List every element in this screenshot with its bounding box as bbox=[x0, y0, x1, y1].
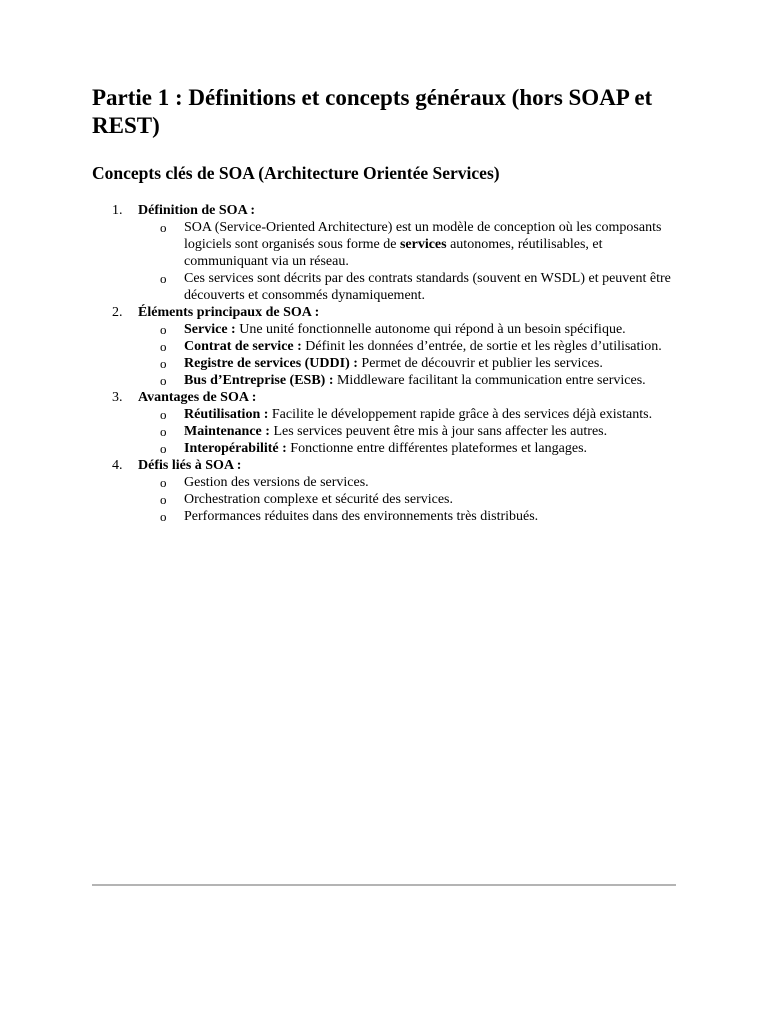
list-item bbox=[138, 423, 682, 440]
item-text: Une unité fonctionnelle autonome qui répond à un besoin spécifique. bbox=[235, 322, 626, 337]
list-item bbox=[138, 338, 682, 355]
list-item bbox=[138, 321, 682, 338]
bullet-marker: o bbox=[160, 475, 167, 490]
document-page bbox=[92, 84, 682, 525]
list-section-advantages bbox=[92, 389, 682, 457]
bullet-marker: o bbox=[160, 339, 167, 354]
bullet-list bbox=[138, 406, 682, 457]
bullet-marker: o bbox=[160, 492, 167, 507]
item-term: Registre de services (UDDI) : bbox=[184, 356, 358, 371]
list-item bbox=[138, 508, 682, 525]
section-title: Avantages de SOA : bbox=[138, 390, 257, 405]
page-title: Partie 1 : Définitions et concepts généraux (hors SOAP et REST) bbox=[92, 85, 653, 138]
numbered-list bbox=[92, 202, 682, 525]
item-text: Facilite le développement rapide grâce à des services déjà existants. bbox=[268, 407, 653, 422]
bullet-marker: o bbox=[160, 424, 167, 439]
item-term: Maintenance : bbox=[184, 424, 270, 439]
item-text: SOA (Service-Oriented Architecture) est un modèle de conception où les composants logiciels sont organisés sous forme de bbox=[184, 220, 662, 252]
list-item bbox=[138, 270, 682, 304]
section-title: Définition de SOA : bbox=[138, 203, 256, 218]
section-number: 1. bbox=[112, 203, 123, 218]
list-item bbox=[138, 372, 682, 389]
item-term: Contrat de service : bbox=[184, 339, 302, 354]
bullet-marker: o bbox=[160, 322, 167, 337]
bullet-marker: o bbox=[160, 356, 167, 371]
list-item bbox=[138, 440, 682, 457]
item-term: Réutilisation : bbox=[184, 407, 269, 422]
item-text: Fonctionne entre différentes plateformes et langages. bbox=[286, 441, 588, 456]
section-number: 4. bbox=[112, 458, 123, 473]
list-item bbox=[138, 355, 682, 372]
list-section-challenges bbox=[92, 457, 682, 525]
list-item bbox=[138, 491, 682, 508]
list-item bbox=[138, 406, 682, 423]
section-subtitle: Concepts clés de SOA (Architecture Orientée Services) bbox=[92, 163, 500, 183]
list-item bbox=[138, 219, 682, 270]
section-number: 3. bbox=[112, 390, 123, 405]
item-text: Définit les données d’entrée, de sortie et les règles d’utilisation. bbox=[301, 339, 662, 354]
item-text: Performances réduites dans des environnements très distribués. bbox=[184, 509, 539, 524]
bullet-list bbox=[138, 321, 682, 389]
bullet-marker: o bbox=[160, 373, 167, 388]
footer-divider bbox=[92, 884, 676, 886]
item-text: Ces services sont décrits par des contrats standards (souvent en WSDL) et peuvent être découverts et consommés dynamiquement. bbox=[184, 271, 671, 303]
bullet-marker: o bbox=[160, 441, 167, 456]
bullet-list bbox=[138, 219, 682, 304]
item-text: Gestion des versions de services. bbox=[184, 475, 369, 490]
bullet-marker: o bbox=[160, 271, 167, 286]
list-item bbox=[138, 474, 682, 491]
section-number: 2. bbox=[112, 305, 123, 320]
bullet-marker: o bbox=[160, 509, 167, 524]
item-emphasis: services bbox=[399, 237, 447, 252]
section-title: Défis liés à SOA : bbox=[138, 458, 242, 473]
bullet-marker: o bbox=[160, 407, 167, 422]
list-section-definition bbox=[92, 202, 682, 304]
item-term: Interopérabilité : bbox=[184, 441, 287, 456]
item-text: autonomes, réutilisables, et communiquant via un réseau. bbox=[184, 237, 603, 269]
item-text: Les services peuvent être mis à jour sans affecter les autres. bbox=[269, 424, 608, 439]
item-term: Service : bbox=[184, 322, 236, 337]
bullet-marker: o bbox=[160, 220, 167, 235]
section-title: Éléments principaux de SOA : bbox=[138, 305, 320, 320]
item-text: Middleware facilitant la communication entre services. bbox=[333, 373, 646, 388]
bullet-list bbox=[138, 474, 682, 525]
item-term: Bus d’Entreprise (ESB) : bbox=[184, 373, 334, 388]
list-section-elements bbox=[92, 304, 682, 389]
item-text: Orchestration complexe et sécurité des services. bbox=[184, 492, 454, 507]
item-text: Permet de découvrir et publier les services. bbox=[357, 356, 603, 371]
